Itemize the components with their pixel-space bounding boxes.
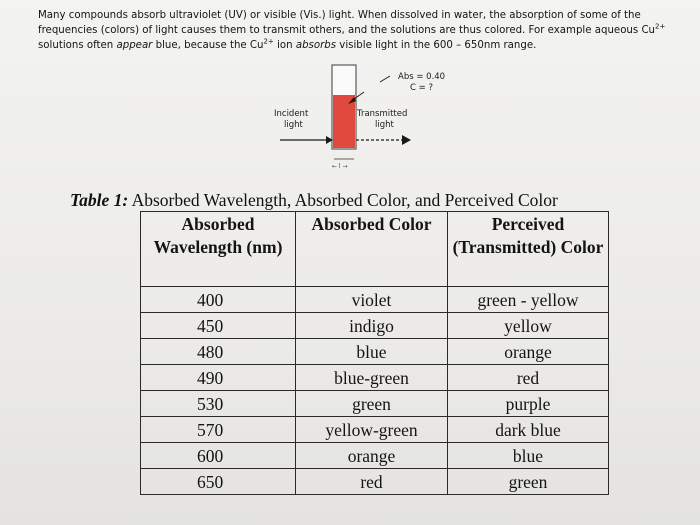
intro-text-1: Many compounds absorb ultraviolet (UV) or visible (Vis.) light. When dissolved in water, the absorption of some of the frequencies (colors) of light causes them to transmit others, and the solutions are thus colored. For example aqueous Cu (38, 10, 656, 36)
absorbed-color-cell: yellow-green (296, 417, 448, 443)
intro-paragraph (38, 8, 678, 53)
wavelength-cell: 490 (141, 365, 296, 391)
header-absorbed-color: Absorbed Color (296, 212, 448, 287)
header-absorbed-wavelength: Absorbed Wavelength (nm) (141, 212, 296, 287)
transmitted-arrow-head (402, 135, 411, 145)
absorbed-color-cell: violet (296, 287, 448, 313)
transmitted-light-label-2: light (375, 120, 394, 130)
table-row (141, 339, 609, 365)
table-row (141, 469, 609, 495)
absorbed-color-cell: red (296, 469, 448, 495)
incident-light-label-2: light (284, 120, 303, 130)
wavelength-cell: 650 (141, 469, 296, 495)
table-row (141, 287, 609, 313)
wavelength-cell: 450 (141, 313, 296, 339)
intro-emphasis-absorbs: absorbs (295, 40, 337, 51)
absorption-diagram (270, 62, 470, 172)
wavelength-cell: 600 (141, 443, 296, 469)
absorbed-color-cell: indigo (296, 313, 448, 339)
header-perceived-color: Perceived (Transmitted) Color (448, 212, 609, 287)
perceived-color-cell: orange (448, 339, 609, 365)
table-row (141, 443, 609, 469)
cuvette-solution (333, 95, 355, 148)
incident-light-label-1: Incident (274, 109, 309, 119)
path-length-label: ← l → (332, 163, 348, 170)
perceived-color-cell: green - yellow (448, 287, 609, 313)
cu-charge-1: 2+ (655, 22, 666, 31)
absorbed-color-cell: green (296, 391, 448, 417)
wavelength-cell: 480 (141, 339, 296, 365)
absorbed-color-cell: blue-green (296, 365, 448, 391)
perceived-color-cell: purple (448, 391, 609, 417)
perceived-color-cell: dark blue (448, 417, 609, 443)
wavelength-cell: 570 (141, 417, 296, 443)
table-caption-text: Absorbed Wavelength, Absorbed Color, and Perceived Color (128, 190, 558, 210)
cu-charge-2: 2+ (263, 37, 274, 46)
table-row (141, 365, 609, 391)
intro-text-5: visible light in the 600 – 650nm range. (336, 40, 537, 51)
abs-callout-line (380, 76, 390, 82)
concentration-label: C = ? (410, 83, 433, 93)
table-row (141, 313, 609, 339)
intro-text-3: blue, because the Cu (152, 40, 264, 51)
perceived-color-cell: blue (448, 443, 609, 469)
abs-label: Abs = 0.40 (398, 72, 446, 82)
wavelength-cell: 530 (141, 391, 296, 417)
table-header-row (141, 212, 609, 287)
wavelength-cell: 400 (141, 287, 296, 313)
intro-text-4: ion (273, 40, 296, 51)
table-row (141, 417, 609, 443)
transmitted-light-label-1: Transmitted (357, 109, 408, 119)
intro-text-2: solutions often (38, 40, 117, 51)
perceived-color-cell: yellow (448, 313, 609, 339)
absorbed-color-cell: orange (296, 443, 448, 469)
perceived-color-cell: green (448, 469, 609, 495)
perceived-color-cell: red (448, 365, 609, 391)
table-row (141, 391, 609, 417)
intro-emphasis-appear: appear (116, 40, 153, 51)
wavelength-color-table (140, 211, 609, 495)
table-caption (70, 190, 690, 211)
absorbed-color-cell: blue (296, 339, 448, 365)
table-caption-label: Table 1: (70, 190, 129, 210)
